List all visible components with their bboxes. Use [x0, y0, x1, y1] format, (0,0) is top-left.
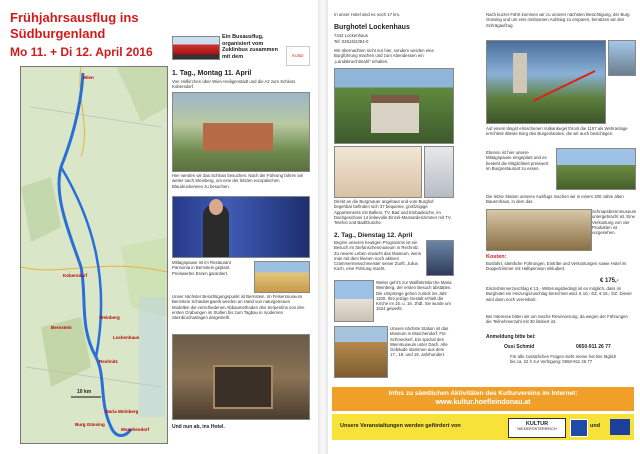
map-label-rechnitz: Rechnitz — [99, 359, 118, 364]
guessing-intro: Nach kurzer Fahrt kommen wir zu unserer nächsten Besichtigung, der Burg Güssing und um eins mühsamen Aufstieg zu ersparen, benützen wir den Schrägaufzug. — [486, 12, 630, 28]
guessing-text2: Ebenso ist hier unsere Mittagspause eingeplant und es besteht die Möglichkeit preiswert im Burgrestaurant zu essen. — [486, 150, 549, 171]
caption-bottom: Und nun ab, ins Hotel. — [172, 424, 225, 430]
hotel-name: Burghotel Lockenhaus — [334, 24, 410, 31]
map-label-guessing: Burg Güssing — [75, 422, 105, 427]
anmeldung-title: Anmeldung bitte bei: — [486, 334, 536, 340]
kultur-logo-label: Kultur — [292, 53, 304, 58]
maria-weinberg-church-photo — [334, 280, 374, 322]
burghotel-building — [371, 95, 419, 133]
busbox-text: Ein Busausflug, organisiert vom Zuklinbus zusammen mit dem — [222, 34, 278, 60]
kosten-text: Busfahrt, sämtliche Führungen, Eintritte und Verkostungen sowie Hotel im Doppelzimmer mit Halbpension inkludiert. — [486, 261, 627, 272]
day2-title: 2. Tag., Dienstag 12. April — [334, 232, 413, 239]
day1-text: Von Hofkirchen über Wien-Heiligenstadt und die A2 zum Schloss Kobersdorf. — [172, 79, 296, 90]
sponsor-text: Unsere Veranstaltungen werden gefördert von — [340, 423, 461, 429]
lift-arrow — [487, 41, 605, 123]
map-scale-label: 10 km — [77, 389, 92, 395]
schnaps-museum-photo — [486, 209, 592, 251]
title-line2: Südburgenland — [10, 26, 106, 41]
info-banner — [332, 387, 634, 411]
schnaps-text-inner: Schnapsbrennmuseum untergebracht ist. Eine Verkostung von vier Produkten ist vorgesehen. — [592, 209, 636, 236]
craftsman-photo — [426, 240, 454, 276]
day2-text2: Weiter geht's zur Wallfahrtskirche Maria Weinberg, der ersten Besuch abstatten. Die Ursprünge gehen zurück ins Jahr 1100. Ihre jetzige Gestalt erhielt die Kirche im 15. u. 16. Jhdt. Sie wurde um 1524 geweiht. — [376, 280, 452, 312]
day1-title: 1. Tag., Montag 11. April — [172, 70, 252, 77]
banner-url-link[interactable]: www.kultur.hoefleindonau.at — [435, 399, 531, 406]
map-svg — [21, 67, 167, 443]
map-label-kobersdorf: Kobersdorf — [63, 273, 88, 278]
sponsor-logo1: KULTUR — [525, 421, 549, 427]
right-page — [330, 4, 636, 450]
hotel-bath-photo — [424, 146, 454, 198]
mine-machine — [213, 365, 273, 409]
burghotel-aerial-photo — [334, 68, 454, 144]
kultur-logo — [286, 46, 310, 66]
guessing-lift-photo — [608, 40, 636, 76]
route-map — [20, 66, 168, 444]
moschendorf-museum-photo — [334, 326, 388, 378]
title-dates: Mo 11. + Di 12. April 2016 — [10, 45, 153, 59]
day1-text2: Hier werden wir das Schloss besuchen. Nach der Führung fahren wir weiter nach Steinberg, um eine der letzten europäischen Blaudruckereien zu besuchen. — [172, 173, 304, 189]
guessing-hill-photo — [556, 148, 636, 190]
person-head — [209, 199, 223, 215]
eu-flag-logo — [610, 419, 630, 435]
day2-text: Beginn unseres heutigen Programms ist ein Besuch im Stefanschenmuseum in Rechnitz. Zu neuem Leben erwacht das Museum, wenn man mit dem kleinen noch aktiven Crammermesschmeister seiner Zunft, Julius Koch, eine Führung macht. — [334, 240, 422, 272]
price-single: Einzelzimmerzuschlag € 13,- Witterungsbedingt ist es möglich, dass im Burghotel ein Heizungszuschlag berechnet wird. € 10,- EZ, € 15,- DZ. Dieser wird dann noch vereinbart. — [486, 286, 632, 302]
map-label-maria-weinberg: Maria Weinberg — [105, 409, 139, 414]
reserve-text: Bei Interesse bitten wir um rasche Reservierung, da wegen der Führungen die Teilnehmerzahl mit 30 limitiert ist. — [486, 314, 628, 325]
bus-photo — [172, 36, 220, 60]
map-label-steinberg: Steinberg — [99, 315, 120, 320]
lunch-text: Mittagspause ist im Restaurant Pannonia in Bernstein geplant. Preiswertes Essen garantiert. — [172, 260, 231, 276]
hotel-text2: Direkt an die Burgmauer angebaut und vom Burghof begehbar befinden sich 37 bequeme, großzügige Appartements mit Balkon, TV, Bad und Einbauküche, im Dachgeschoss 14 liebevolle Einzel-Mansardenzimmer mit TV, Telefon und Bad/Dusche. — [334, 199, 452, 226]
banner-line1: Infos zu sämtlichen Aktivitäten des Kulturvereins im Internet: — [388, 390, 578, 397]
left-page — [6, 4, 314, 450]
hotel-addr: 7442 Lockenhaus — [334, 33, 368, 38]
hotel-intro: In unser Hotel sind es noch 17 km. — [334, 12, 401, 17]
guessing-castle-photo — [486, 40, 606, 124]
schnaps-text — [592, 209, 636, 249]
last-stop-text: Die letzte Station unseres Ausflugs machen wir in einem 200 Jahre alten Bauernhaus, in dem das — [486, 194, 624, 205]
mine-museum-photo — [172, 334, 310, 420]
kosten-title: Kosten: — [486, 254, 507, 260]
castle-roofs — [203, 123, 273, 151]
questions-text: Für alle zusätzlichen Fragen steht meine hot-line täglich bis ca. 22 h zur Verfügung: 0650-911 26 77 — [510, 354, 617, 365]
sponsor-and: und — [590, 423, 601, 429]
hotel-text: Wir übernachten nicht nur hier, sondern werden eine Burgführung machen und zum Abendessen ein „Landsknechtmahl“ erhalten. — [334, 48, 434, 64]
price-total: € 175,- — [600, 278, 619, 284]
sponsor-strip — [332, 414, 634, 440]
contact-name: Ossi Schmid — [504, 344, 535, 350]
bernstein-text: Unser nächster Besichtigungspunkt ist Bernstein. Im Felsenmuseum Bernstein Schaubergwerk werden an Hand von naturgetreuen Modellen die verschiedenen Abbaumethoden des Serpentins von den ersten Grabungen im Stollen bis zum Tagbau in modernen Steinbruchanlagen dargestellt. — [172, 294, 305, 321]
hotel-tel: Tel: 02616/2394-0 — [334, 39, 369, 44]
noe-blue-logo — [570, 419, 588, 437]
hotel-room-photo — [334, 146, 422, 198]
blaudruck-photo — [172, 196, 310, 258]
map-label-lockenhaus: Lockenhaus — [113, 335, 140, 340]
castle-kobersdorf-photo — [172, 92, 310, 172]
kultur-noe-logo — [508, 418, 566, 438]
page-fold — [318, 0, 328, 454]
restaurant-photo — [254, 261, 310, 293]
contact-phone[interactable]: 0650-911 26 77 — [576, 344, 611, 350]
map-label-moschendorf: Moschendorf — [121, 427, 150, 432]
museum-text: Unsere nächste Station ist das Museum in Moschendorf. Für Schmeckerl, Ein spezial des Weinmuseum unter Dach. Alle Gebäude stammen aus dem 17., 18. und 19. Jahrhundert. — [390, 326, 449, 358]
title-line1: Frühjahrsausflug ins — [10, 10, 139, 25]
guessing-text: Auf einem längst erloschenen Vulkankegel thront die 1157 als Wehranlage errichtete älteste Burg des Burgenlandes, die wir auch besichtigen. — [486, 126, 628, 137]
map-label-wien: Wien — [83, 75, 94, 80]
map-label-bernstein: Bernstein — [51, 325, 72, 330]
sponsor-logo1-sub: NIEDERÖSTERREICH — [517, 427, 557, 431]
